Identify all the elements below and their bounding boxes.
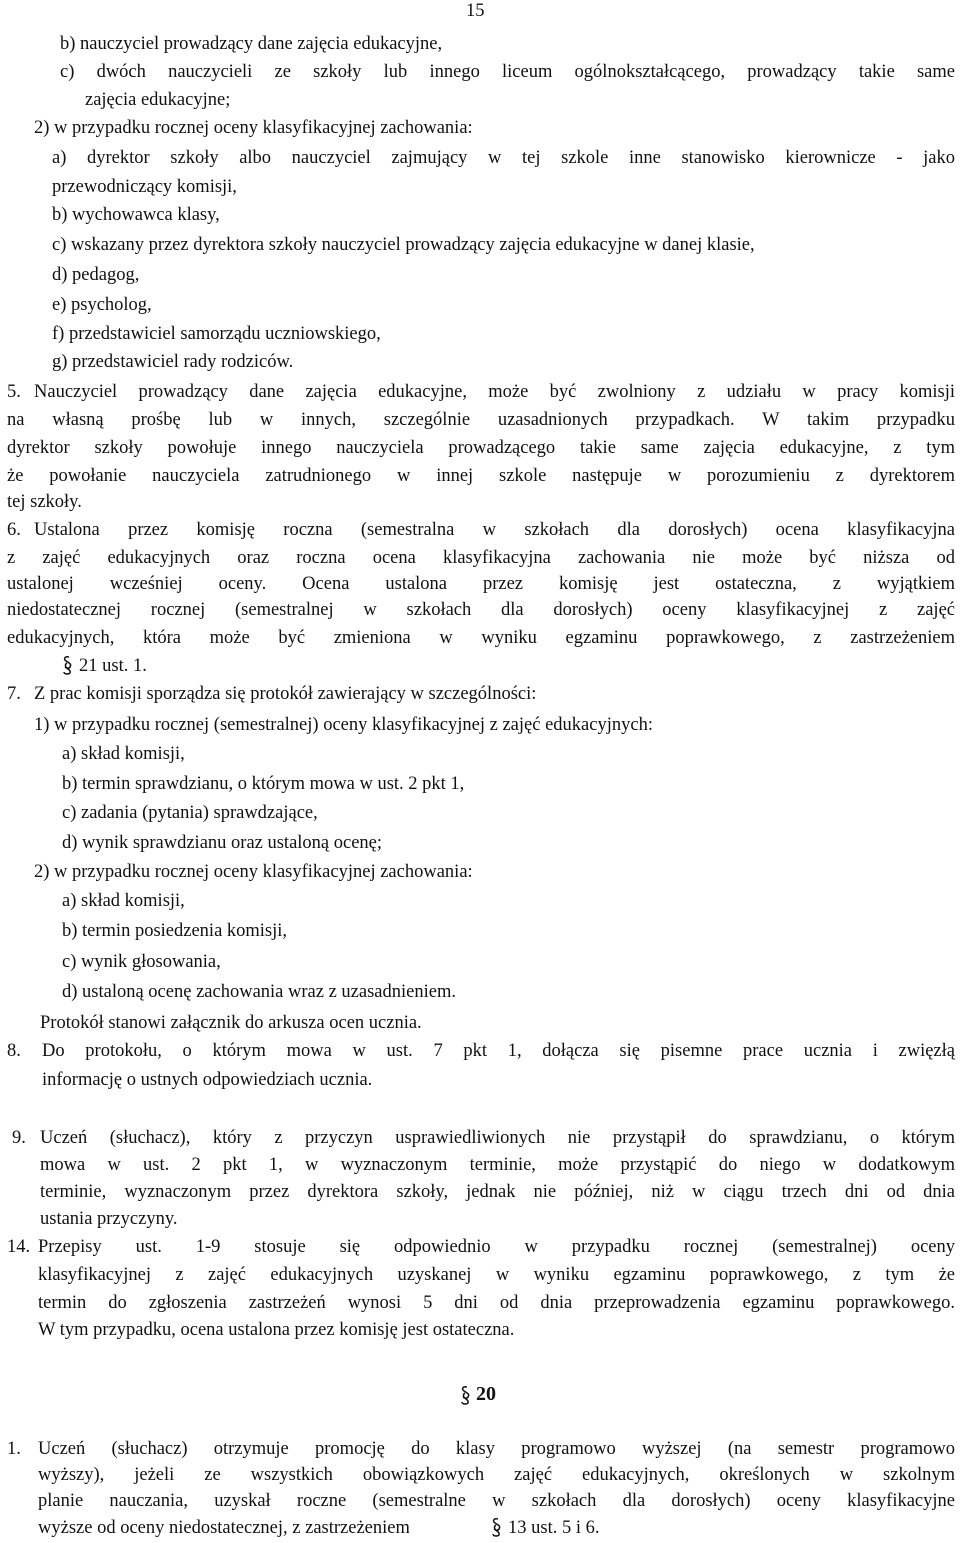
text-line: Nauczyciel prowadzący dane zajęcia edukacyjne, może być zwolniony z udziału w pracy komisji [34, 382, 955, 402]
text-line: a) dyrektor szkoły albo nauczyciel zajmujący w tej szkole inne stanowisko kierownicze - jako [52, 148, 955, 168]
text-line: 21 ust. 1. [79, 656, 147, 676]
text-line: tej szkoły. [7, 492, 82, 512]
text-line: 2) w przypadku rocznej oceny klasyfikacyjnej zachowania: [34, 118, 473, 138]
text-line: na własną prośbę lub w innych, szczególnie uzasadnionych przypadkach. W takim przypadku [7, 410, 955, 430]
text-line: a) skład komisji, [62, 891, 185, 911]
item-number: 7. [7, 684, 21, 704]
item-number: 14. [7, 1237, 31, 1257]
text-line: f) przedstawiciel samorządu uczniowskiego, [52, 324, 381, 344]
text-line: b) termin sprawdzianu, o którym mowa w ust. 2 pkt 1, [62, 774, 465, 794]
text-line: informację o ustnych odpowiedziach ucznia. [42, 1070, 373, 1090]
text-line: Przepisy ust. 1-9 stosuje się odpowiednio w przypadku rocznej (semestralnej) oceny [38, 1237, 955, 1257]
item-number: 9. [12, 1128, 26, 1148]
section-sign-icon [460, 1385, 472, 1407]
section-sign-icon [491, 1517, 503, 1539]
text-line: klasyfikacyjnej z zajęć edukacyjnych uzyskanej w wyniku egzaminu poprawkowego, z tym że [38, 1265, 955, 1285]
page-number: 15 [466, 1, 485, 21]
text-line: 1) w przypadku rocznej (semestralnej) oceny klasyfikacyjnej z zajęć edukacyjnych: [34, 715, 653, 735]
text-line: c) zadania (pytania) sprawdzające, [62, 803, 318, 823]
text-line: Protokół stanowi załącznik do arkusza ocen ucznia. [40, 1013, 422, 1033]
text-line: c) wskazany przez dyrektora szkoły nauczyciel prowadzący zajęcia edukacyjne w danej klasie, [52, 235, 755, 255]
text-line: z zajęć edukacyjnych oraz roczna ocena klasyfikacyjna zachowania nie może być niższa od [7, 548, 955, 568]
text-line: wyższe od oceny niedostatecznej, z zastrzeżeniem [38, 1518, 410, 1538]
section-sign-icon [62, 655, 74, 677]
text-line: ustalonej wcześniej oceny. Ocena ustalona przez komisję jest ostateczna, z wyjątkiem [7, 574, 955, 594]
text-line: przewodniczący komisji, [52, 177, 237, 197]
text-line: Ustalona przez komisję roczna (semestralna w szkołach dla dorosłych) ocena klasyfikacyjna [34, 520, 955, 540]
text-line: g) przedstawiciel rady rodziców. [52, 352, 294, 372]
text-line: Do protokołu, o którym mowa w ust. 7 pkt 1, dołącza się pisemne prace ucznia i zwięzłą [42, 1041, 955, 1061]
text-line: b) nauczyciel prowadzący dane zajęcia edukacyjne, [60, 34, 443, 54]
item-number: 8. [7, 1041, 21, 1061]
text-line: że powołanie nauczyciela zatrudnionego w innej szkole następuje w porozumieniu z dyrektorem [7, 466, 955, 486]
text-line: a) skład komisji, [62, 744, 185, 764]
text-line: c) dwóch nauczycieli ze szkoły lub innego liceum ogólnokształcącego, prowadzący takie same [60, 62, 955, 82]
text-line: wyższy), jeżeli ze wszystkich obowiązkowych zajęć edukacyjnych, określonych w szkolnym [38, 1465, 955, 1485]
text-line: ustania przyczyny. [40, 1209, 178, 1229]
text-line: c) wynik głosowania, [62, 952, 221, 972]
text-line: dyrektor szkoły powołuje innego nauczyciela prowadzącego takie same zajęcia edukacyjne, z tym [7, 438, 955, 458]
text-line: Uczeń (słuchacz) otrzymuje promocję do klasy programowo wyższej (na semestr programowo [38, 1439, 955, 1459]
text-line: d) pedagog, [52, 265, 140, 285]
text-line: b) wychowawca klasy, [52, 205, 220, 225]
item-number: 5. [7, 382, 21, 402]
text-line: niedostatecznej rocznej (semestralnej w szkołach dla dorosłych) oceny klasyfikacyjnej z zajęć [7, 600, 955, 620]
text-line: mowa w ust. 2 pkt 1, w wyznaczonym terminie, może przystąpić do niego w dodatkowym [40, 1155, 955, 1175]
text-line: edukacyjnych, która może być zmieniona w wyniku egzaminu poprawkowego, z zastrzeżeniem [7, 628, 955, 648]
text-line: d) wynik sprawdzianu oraz ustaloną ocenę; [62, 833, 383, 853]
text-line: zajęcia edukacyjne; [85, 90, 231, 110]
text-line: d) ustaloną ocenę zachowania wraz z uzasadnieniem. [62, 982, 456, 1002]
item-number: 1. [7, 1439, 21, 1459]
text-line: W tym przypadku, ocena ustalona przez komisję jest ostateczna. [38, 1320, 515, 1340]
text-line: terminie, wyznaczonym przez dyrektora szkoły, jednak nie później, niż w ciągu trzech dni od dnia [40, 1182, 955, 1202]
text-line: b) termin posiedzenia komisji, [62, 921, 288, 941]
text-line: 13 ust. 5 i 6. [508, 1518, 600, 1538]
text-line: Uczeń (słuchacz), który z przyczyn usprawiedliwionych nie przystąpił do sprawdzianu, o którym [40, 1128, 955, 1148]
text-line: Z prac komisji sporządza się protokół zawierający w szczególności: [34, 684, 537, 704]
text-line: 2) w przypadku rocznej oceny klasyfikacyjnej zachowania: [34, 862, 473, 882]
text-line: planie nauczania, uzyskał roczne (semestralne w szkołach dla dorosłych) oceny klasyfikacyjne [38, 1491, 955, 1511]
item-number: 6. [7, 520, 21, 540]
text-line: e) psycholog, [52, 295, 152, 315]
text-line: termin do zgłoszenia zastrzeżeń wynosi 5 dni od dnia przeprowadzenia egzaminu poprawkowego. [38, 1293, 955, 1313]
section-heading: 20 [476, 1383, 496, 1405]
